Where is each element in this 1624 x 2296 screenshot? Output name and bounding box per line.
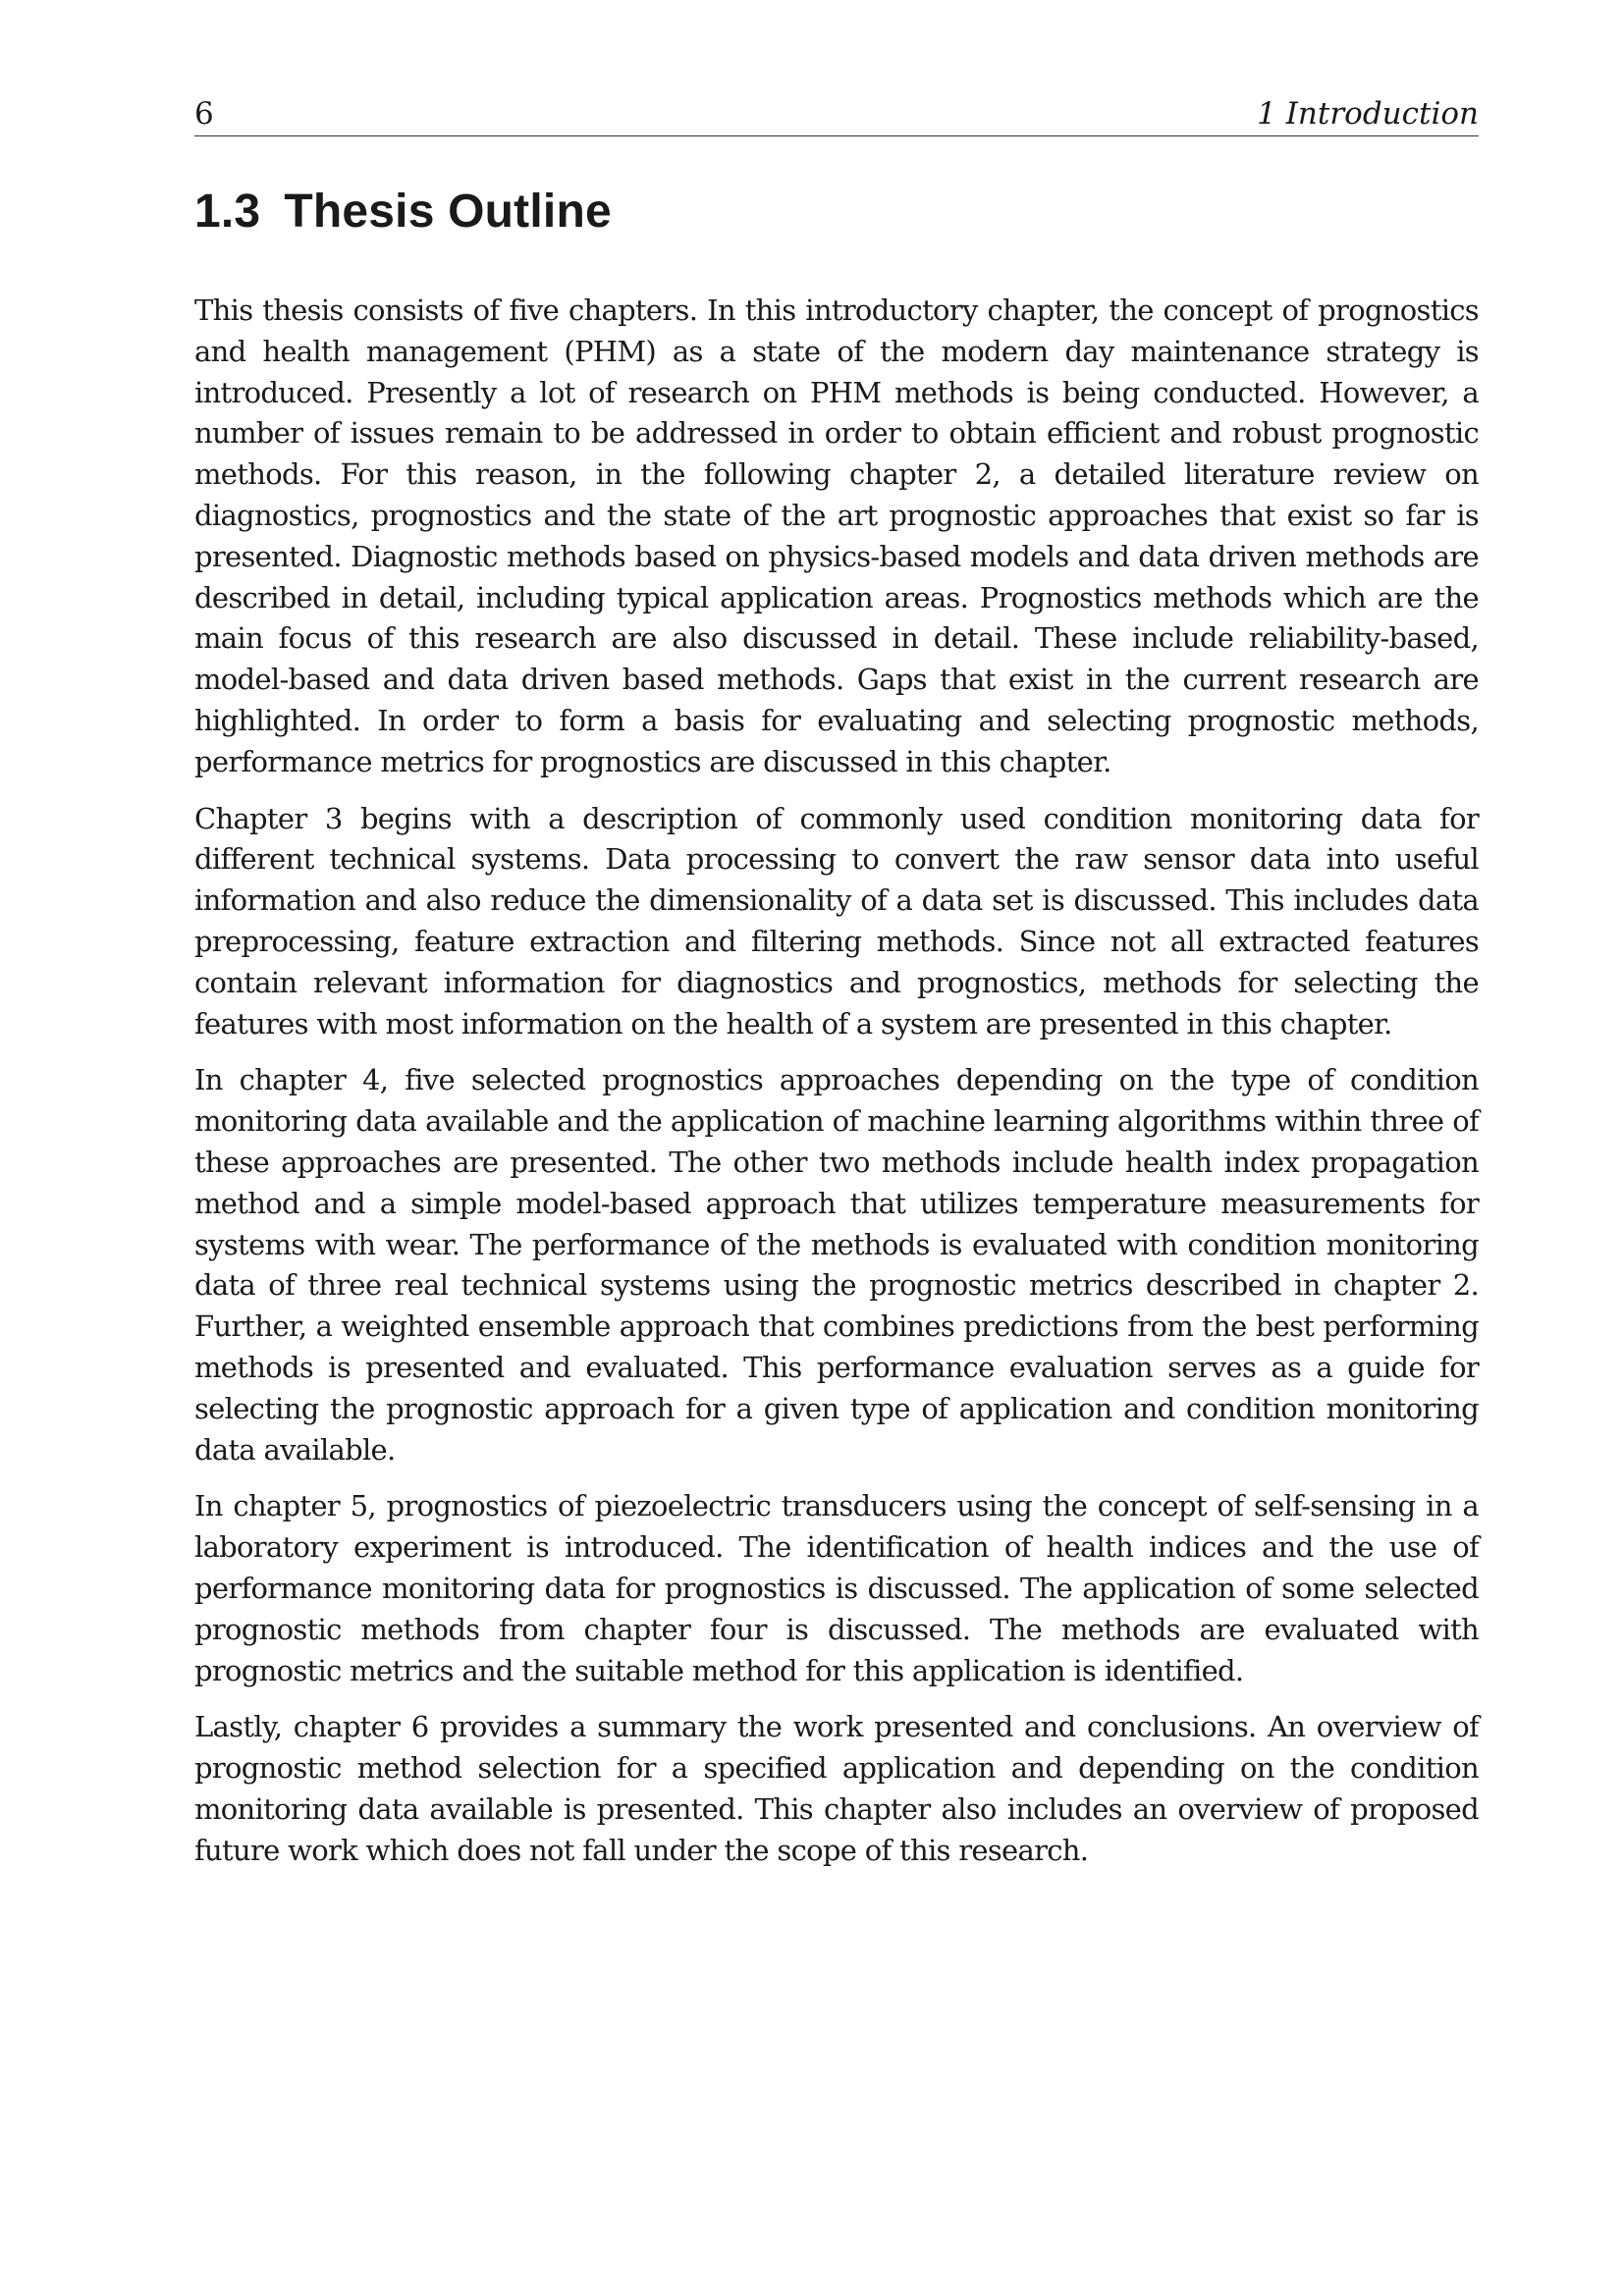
section-body	[194, 291, 1479, 1887]
section-number: 1.3	[194, 186, 261, 238]
paragraph-overview: This thesis consists of five chapters. In this introductory chapter, the concept of prognostics and health management (PHM) as a state of the modern day maintenance strategy is introduced. Presently a lot of research on PHM methods is being conducted. However, a number of issues remain to be addressed in order to obtain efficient and robust prognostic methods. For this reason, in the following chapter 2, a detailed literature review on diagnostics, prognostics and the state of the art prognostic approaches that exist so far is presented. Diagnostic methods based on physics-based models and data driven methods are described in detail, including typical application areas. Prognostics methods which are the main focus of this research are also discussed in detail. These include reliability-based, model-based and data driven based methods. Gaps that exist in the current research are highlighted. In order to form a basis for evaluating and selecting prognostic methods, performance metrics for prognostics are discussed in this chapter.	[194, 294, 1479, 778]
chapter-reference: 1 Introduction	[1257, 96, 1479, 132]
section-title: Thesis Outline	[284, 186, 612, 238]
running-header	[194, 96, 1479, 136]
page-number: 6	[194, 96, 214, 132]
paragraph-chapter-3: Chapter 3 begins with a description of commonly used condition monitoring data for different technical systems. Data processing to convert the raw sensor data into useful information and also reduce the dimensionality of a data set is discussed. This includes data preprocessing, feature extraction and filtering methods. Since not all extracted features contain relevant information for diagnostics and prognostics, methods for selecting the features with most information on the health of a system are presented in this chapter.	[194, 801, 1479, 1041]
paragraph-chapter-5: In chapter 5, prognostics of piezoelectric transducers using the concept of self-sensing in a laboratory experiment is introduced. The identification of health indices and the use of performance monitoring data for prognostics is discussed. The application of some selected prognostic methods from chapter four is discussed. The methods are evaluated with prognostic metrics and the suitable method for this application is identified.	[194, 1489, 1479, 1687]
document-page	[194, 0, 1479, 2296]
paragraph-chapter-6: Lastly, chapter 6 provides a summary the work presented and conclusions. An overview of prognostic method selection for a specified application and depending on the condition monitoring data available is presented. This chapter also includes an overview of proposed future work which does not fall under the scope of this research.	[194, 1710, 1479, 1867]
section-heading	[194, 183, 612, 241]
paragraph-chapter-4: In chapter 4, five selected prognostics approaches depending on the type of condition monitoring data available and the application of machine learning algorithms within three of these approaches are presented. The other two methods include health index propagation method and a simple model-based approach that utilizes temperature measurements for systems with wear. The performance of the methods is evaluated with condition monitoring data of three real technical systems using the prognostic metrics described in chapter 2. Further, a weighted ensemble approach that combines predictions from the best performing methods is presented and evaluated. This performance evaluation serves as a guide for selecting the prognostic approach for a given type of application and condition monitoring data available.	[194, 1063, 1479, 1467]
